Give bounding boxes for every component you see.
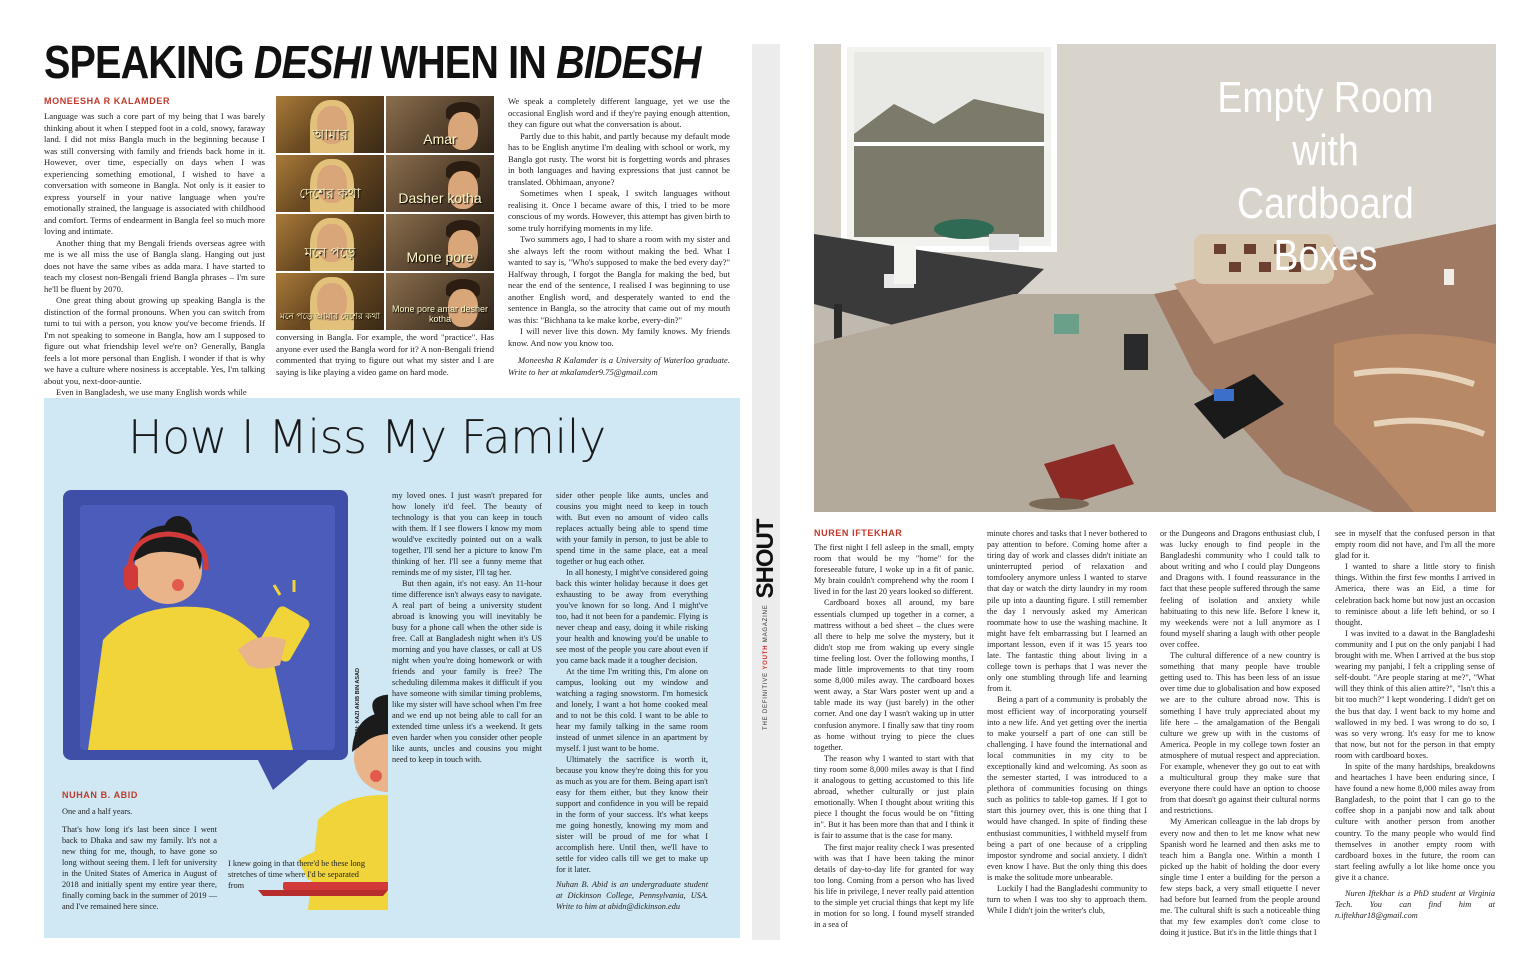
- right-column-1: [814, 542, 974, 930]
- meme-caption: আমার: [312, 126, 348, 142]
- spine-tagline: THE DEFINITIVE YOUTH MAGAZINE: [763, 604, 769, 730]
- paragraph: my loved ones. I just wasn't prepared for how lonely it'd feel. The beauty of technology is that you can keep in touch with them. If I see flowers I know my mom would've excitedly pointed out on a walk together, I'll send her a picture to know I'm thinking of her. I'll see a funny meme that reminds me of my sister, I'll tag her.: [392, 491, 542, 577]
- paragraph: I knew going in that there'd be these long stretches of time where I'd be separated from: [228, 859, 365, 890]
- paragraph: The reason why I wanted to start with that tiny room some 8,000 miles away is that I find it analogous to getting accustomed to this life abroad, whether culturally or just plain emotionally. When I thought about writing this piece I thought the focus would be on "fitting in". But it has been more than that and I think it is fair to assume that is the case for many.: [814, 753, 974, 841]
- paragraph: conversing in Bangla. For example, the word "practice". Has anyone ever used the Bangla word for it? A non-Bengali friend commented that trying to figure out what my sister and I are saying is like playing a video game on hard mode.: [276, 332, 494, 377]
- meme-caption: দেশের কথা: [299, 185, 361, 201]
- paragraph: or the Dungeons and Dragons enthusiast club, I was lucky enough to find people in the Bangladeshi community who I could talk to about writing and who I could play Dungeons and Dragons with. I found reassurance in the fact that these people suffered through the same feeling of isolation and anxiety while habituating to this new life. Before I knew it, my weekends were not a lull anymore as I found myself sharing a laugh with other people over coffee.: [1160, 529, 1320, 649]
- paragraph: Even in Bangladesh, we use many English words while: [56, 387, 247, 397]
- paragraph: I wanted to share a little story to finish things. Within the first few months I arrived in America, there was an Eid, a time for celebration back home but now just an occasion to reminisce about a life left behind, or so I thought.: [1335, 562, 1495, 627]
- photo-title: [1181, 72, 1470, 283]
- meme-panel: [386, 273, 494, 330]
- paragraph: see in myself that the confused person in that empty room did not have, and I'm all the more glad for it.: [1335, 529, 1495, 561]
- paragraph: One great thing about growing up speaking Bangla is the distinction of the formal pronouns. When you can switch from tumi to tui with a person, you know you've become friends. If I'm not speaking to someone in Bangla, how am I supposed to figure out what friendship level we're on? Generally, Bangla feels a lot more personal than English. I wonder if that is why we have a culture where nosiness is acceptable. Yes, I'm talking about you, next-door-auntie.: [44, 295, 265, 386]
- paragraph: Ultimately the sacrifice is worth it, because you know they're doing this for you as much as you are for them. Being apart isn't easy for them either, but they know their support and confidence in you will be repaid in the form of your success. It's what keeps me going honestly, knowing my mom and sister will be proud of me for what I accomplish here. Until then, we'll have to settle for video calls till we get to make up for it later.: [556, 755, 708, 874]
- design-credit-wrapper: [355, 668, 365, 748]
- paragraph: Luckily I had the Bangladeshi community to turn to when I was too shy to approach them. While I didn't join the writer's club,: [987, 884, 1147, 916]
- shout-logo: SHOUT: [752, 519, 779, 599]
- article-byline: MONEESHA R KALAMDER: [44, 96, 171, 106]
- meme-caption: Mone pore: [406, 249, 474, 265]
- meme-caption: মনে পড়ে: [304, 244, 356, 260]
- article-column-2: [276, 332, 494, 378]
- meme-panel: [386, 214, 494, 271]
- family-article-title: How I Miss My Family: [128, 410, 606, 464]
- author-credit: Moneesha R Kalamder is a University of Waterloo graduate. Write to her at mkalamder9.75@gmail.com: [508, 355, 730, 377]
- paragraph: Cardboard boxes all around, my bare essentials clumped up together in a corner, a mattress without a bed sheet – the clues were all there to help me solve the mystery, but it didn't stop me from waking up every single time feeling lost. Over the following months, I made little improvements to that tiny room some 8,000 miles away. The cardboard boxes went away, a Star Wars poster went up and a table made its way (just barely) in the other corner. And one day I wasn't waking up in utter confusion anymore. I finally saw that tiny room as home without trying to piece the clues together.: [814, 598, 974, 752]
- paragraph: Sometimes when I speak, I switch languages without realising it. Once I became aware of this, I tried to be more conscious of my words. However, this attempt has given birth to some truly horrifying moments in my life.: [508, 188, 730, 233]
- paragraph: I will never live this down. My family knows. My friends know. And now you know too.: [508, 326, 730, 348]
- paragraph: Another thing that my Bengali friends overseas agree with me is we all miss the use of Bangla slang. Hanging out just does not have the same vibes as adda mara. I have started to teach my closest non-Bengali friend Bangla phrases – I'm sure he'll be fluent by 2070.: [44, 237, 265, 294]
- design-credit: DESIGN: KAZI AKIB BIN ASAD: [355, 668, 361, 748]
- paragraph: We speak a completely different language, yet we use the occasional English word and if they're paying enough attention, they can figure out what the conversation is about.: [508, 96, 730, 129]
- paragraph: At the time I'm writing this, I'm alone on campus, looking out my window and watching a raging snowstorm. I'm homesick and lonely, I want a hot home cooked meal and to not be this cold. I want to be able to hear my family talking in the same room instead of unmet silence in an apartment by myself. I just want to be home.: [556, 667, 708, 753]
- meme-image-grid: [276, 96, 494, 330]
- article-headline: SPEAKING DESHI WHEN IN BIDESH: [44, 36, 701, 88]
- meme-caption: Mone pore amar desher kotha: [391, 304, 489, 324]
- magazine-spine: [752, 44, 780, 940]
- paragraph: Two summers ago, I had to share a room with my sister and she always left the room without making the bed. What I wanted to say is, "Who's supposed to make the bed every day?" Halfway through, I forgot the Bangla for making the bed, but near the end of the sentence, I realised I was beginning to use another English word, and desperately wanted to end the sentence in Bangla, so the atrocity that came out of my mouth was this: "Bichhana ta ke make korbe, every-din?": [508, 234, 730, 325]
- paragraph: The first night I fell asleep in the small, empty room that would be my "home" for the foreseeable future, I woke up in a fit of panic. My brain couldn't comprehend why the room I lived in for the last 20 years looked so different.: [814, 543, 974, 597]
- meme-caption: Amar: [423, 131, 457, 147]
- right-column-2: [987, 528, 1147, 916]
- photo-title-line: Cardboard Boxes: [1237, 178, 1414, 281]
- paragraph: My American colleague in the lab drops by every now and then to let me know what new Spanish word he learned and then asks me to teach him a Bangla one. Within a month I picked up the habit of holding the door every single time I enter a building for the person a few steps back, a very small etiquette I never had before but learned from the people around me. The cultural shift is such a noticeable thing that my few examples don't come close to doing it justice. But it's in the little things that I: [1160, 817, 1320, 938]
- paragraph: minute chores and tasks that I never bothered to pay attention to before. Coming home after a tiring day of work and classes didn't initiate an uninterrupted period of relaxation and tomfoolery anymore unless I wanted to starve that day or watch the dirty laundry in my room pile up into a daunting figure. I still remember the day I nervously asked my American roommate how to use the washing machine. It might have felt embarrassing but I learned an important lesson, even if it was 15 years too late. The fantastic thing about living in a college town is perhaps that I was never the only one stumbling through life and learning from it.: [987, 529, 1147, 694]
- paragraph: Language was such a core part of my being that I was barely thinking about it when I stepped foot in a cold, snowy, faraway land. I did not miss Bangla much in the beginning because I was still conversing with family and friends back home in it. However, over time, especially on days when I was experiencing something emotional, I wished to have a conversation with someone in Bangla. Not only is it easier to express yourself in your native language when you're emotionally strained, the language is associated with childhood and comfort. Terms of endearment in Bangla feel so much more loving and intimate.: [44, 111, 265, 236]
- right-column-4: [1335, 528, 1495, 921]
- meme-panel: [386, 96, 494, 153]
- article-byline: NUREN IFTEKHAR: [814, 528, 903, 538]
- meme-panel: [276, 96, 384, 153]
- paragraph: Being a part of a community is probably the most efficient way of incorporating yourself into a new life. And yet getting over the inertia to make yourself a part of one can still be challenging. I have found the international and local communities in my city to be exceptionally kind and welcoming. As soon as the semester started, I was introduced to a plethora of communities focusing on things such as politics to table-top games. If I got to start this journey over, this is one thing that I would have changed. In spite of finding these enthusiast communities, I withheld myself from being a part of one because of a crippling impostor syndrome and social anxiety. I didn't even know I have. But the only thing this does is make the solitude more unbearable.: [987, 695, 1147, 882]
- paragraph: sider other people like aunts, uncles and cousins you might need to keep in touch with. But even no amount of video calls replaces actually being able to spend time with your family in person, to just be able to spend time in the same place, eat a meal together or hug each other.: [556, 491, 708, 566]
- paragraph: The first major reality check I was presented with was that I have been taking the minor details of day-to-day life for granted for way too long. Coming from a person who has lived his life in privilege, I never really paid attention to the simple yet crucial things that kept my life in motion for so long. I found myself stranded in a sea of: [814, 842, 974, 930]
- author-credit: Nuhan B. Abid is an undergraduate student at Dickinson College, Pennsylvania, USA. Write to him at abidn@dickinson.edu: [556, 880, 708, 911]
- spine-brand: [752, 519, 780, 760]
- paragraph: That's how long it's last been since I went back to Dhaka and saw my family. It's not a new thing for me, though, to have gone so long without seeing them. I left for university in the United States of America in August of 2018 and initially spent my entire year there, finally coming back in the summer of 2019 — and I've remained here since.: [62, 825, 217, 911]
- photo-title-line: Empty Room with: [1217, 73, 1434, 175]
- paragraph: I was invited to a dawat in the Bangladeshi community and I put on the only panjabi I had brought with me. When I arrived at the bus stop wearing my panjabi, I felt a crippling sense of self-doubt. "Are people staring at me?", "What will they think of this alien attire?", "Isn't this a bit too much?" I kept wondering. I didn't get on the bus that day. I went back to my home and wallowed in my bed. I was wrong to do so, I was so very wrong. It's easy for me to know that now, but not for the person in that empty room with cardboard boxes.: [1335, 628, 1495, 760]
- meme-panel: [276, 214, 384, 271]
- meme-caption: Dasher kotha: [398, 190, 482, 206]
- meme-panel: [386, 155, 494, 212]
- meme-panel: [276, 155, 384, 212]
- family-column-1b: [228, 858, 368, 891]
- family-column-2: [392, 490, 542, 765]
- family-byline: NUHAN B. ABID: [62, 790, 138, 800]
- meme-caption: মনে পড়ে আমার দেশের কথা: [279, 311, 381, 321]
- paragraph: Partly due to this habit, and partly because my default mode has to be English anytime I'm dealing with school or work, my Bangla got rusty. The worst bit is forgetting words and phrases in both languages and having expressions that just cannot be translated. Obhimaan, anyone?: [508, 130, 730, 187]
- paragraph: In spite of the many hardships, breakdowns and heartaches I have been enduring since, I have found a new home 8,000 miles away from Bangladesh, to the point that I can go to the coffee shop in a panjabi now and talk about culture with another person from another country. To the many people who would find themselves in another empty room with cardboard boxes in the future, the room can start feeling awfully a lot like home once you give it a chance.: [1335, 761, 1495, 882]
- paragraph: One and a half years.: [62, 807, 133, 816]
- meme-panel: [276, 273, 384, 330]
- article-column-3: [508, 96, 730, 378]
- paragraph: But then again, it's not easy. An 11-hour time difference isn't always easy to navigate. A real part of being a university student abroad is knowing you will inevitably be busy for a phone call when the other side is free. Call at Bangladesh night when it's US morning and you have classes, or call at US night when you're doing homework or with friends and your family is free? The scheduling dilemma makes it difficult if you have someone with similar timing problems, like my sister will have school when I'm free and we end up not being able to call for an extended time unless it's a weekend. It gets even harder when you consider other people like aunts, uncles and cousins you might need to keep in touch with.: [392, 579, 542, 764]
- paragraph: The cultural difference of a new country is something that many people have trouble getting used to. This has been less of an issue over time due to globalisation and how exposed we are to the culture abroad now. This is something I have truly appreciated about my life here – the amalgamation of the Bengali culture we grew up with in the customs of America. People in my college town foster an atmosphere of mutual respect and appreciation. For example, whenever they go out to eat with a multicultural group they make sure that everyone there could have an option to choose from that doesn't go against their cultural norms and restrictions.: [1160, 651, 1320, 816]
- family-column-1: [62, 806, 217, 912]
- family-column-3: [556, 490, 708, 912]
- author-credit: Nuren Iftekhar is a PhD student at Virginia Tech. You can find him at n.iftekhar18@gmail.com: [1335, 889, 1495, 921]
- paragraph: In all honesty, I might've considered going back this winter holiday because it does get exhausting to be away from everything you've known for so long. And I might've too, had it not been for a pandemic. Flying is never cheap and easy, doing it while risking your health and knowing you'd be unable to see most of the people you care about even if you came back made it a tougher decision.: [556, 568, 708, 665]
- article-column-1: [44, 111, 265, 399]
- right-column-3: [1160, 528, 1320, 938]
